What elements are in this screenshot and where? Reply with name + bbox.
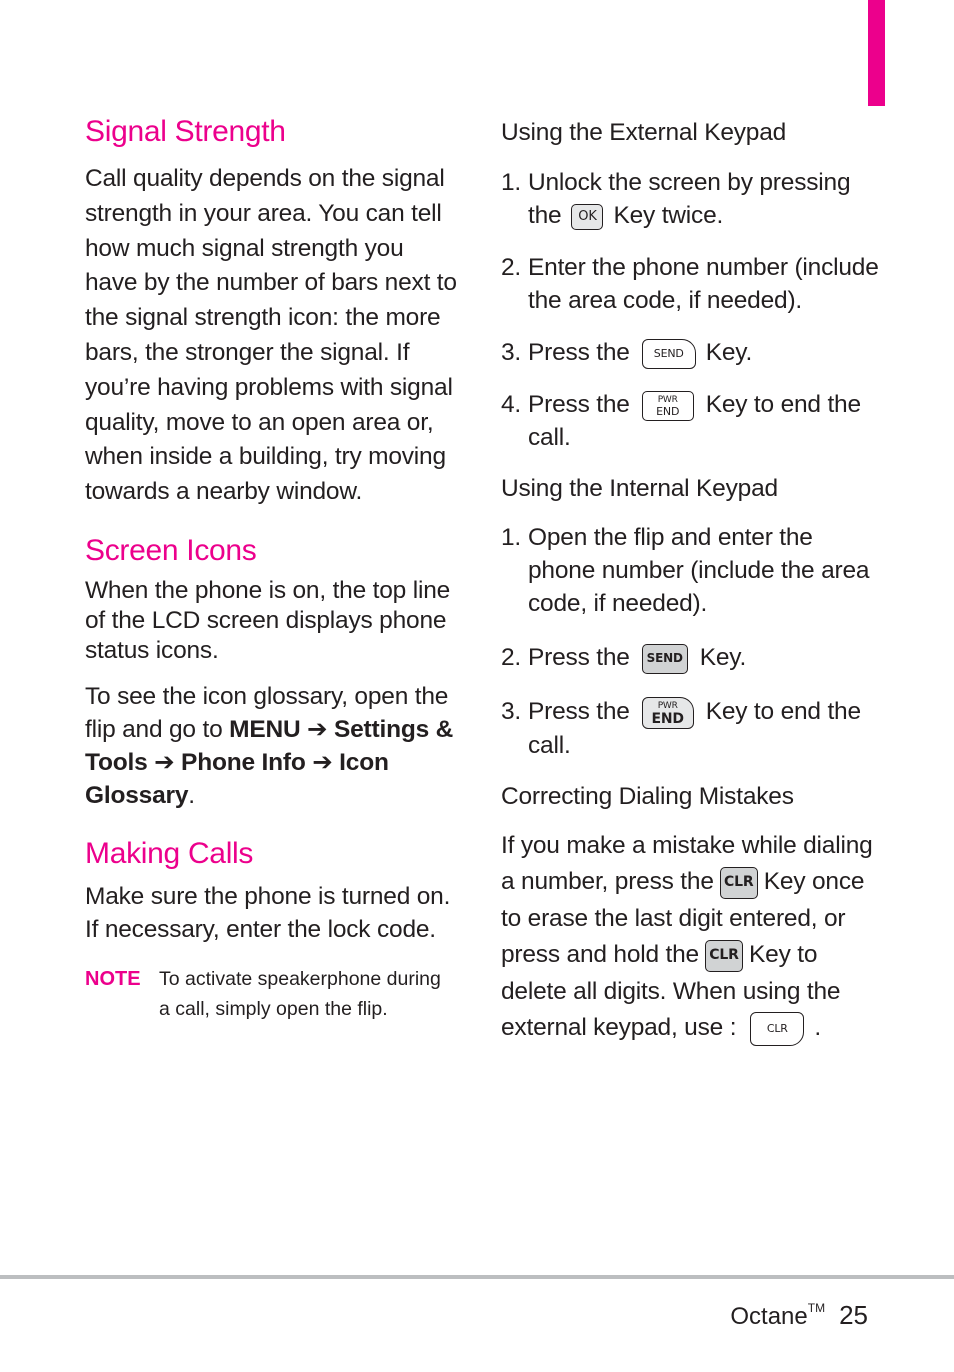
external-keypad-steps: [501, 166, 881, 454]
note-text: To activate speakerphone during a call, simply open the flip.: [159, 967, 441, 1020]
step-text: Press the: [528, 644, 630, 671]
step-number: 3.: [501, 698, 522, 725]
send-key-icon: SEND: [642, 644, 688, 674]
menu-path: MENU ➔ Settings & Tools ➔ Phone Info ➔ Icon Glossary: [85, 715, 454, 809]
making-calls-heading: Making Calls: [85, 836, 254, 870]
step-number: 2.: [501, 254, 522, 281]
correcting-text-1: If you make a mistake while dialing a number, press the: [501, 831, 873, 896]
list-item: [501, 641, 881, 674]
trademark: TM: [807, 1301, 826, 1315]
icon-glossary-instructions: [85, 680, 457, 812]
internal-keypad-steps: [501, 521, 881, 762]
clr-key-icon: CLR: [705, 940, 743, 972]
note-block: [85, 964, 457, 1024]
step-text-end: Key.: [705, 339, 753, 366]
left-column: [85, 112, 457, 1024]
step-text: Open the flip and enter the phone number (include the area code, if needed).: [528, 524, 870, 617]
correcting-heading: Correcting Dialing Mistakes: [501, 782, 794, 810]
pwr-label: PWR: [657, 700, 678, 711]
step-text: Press the: [528, 391, 630, 418]
external-keypad-heading: Using the External Keypad: [501, 119, 787, 146]
send-key-icon: SEND: [642, 339, 696, 369]
end-key-icon: [642, 697, 694, 729]
making-calls-body: Make sure the phone is turned on. If necessary, enter the lock code.: [85, 882, 451, 943]
ok-key-icon: OK: [571, 204, 603, 230]
step-text-end: Key.: [699, 644, 747, 671]
page-footer: [730, 1290, 868, 1335]
correcting-body: [501, 828, 881, 1047]
internal-keypad-heading: Using the Internal Keypad: [501, 475, 778, 502]
step-text-end: Key to end the call.: [528, 698, 861, 759]
end-label: END: [656, 404, 680, 418]
end-key-icon: [642, 391, 694, 421]
step-number: 1.: [501, 169, 522, 196]
clr-key-icon: CLR: [720, 867, 758, 899]
icon-glossary-prefix: To see the icon glossary, open the flip and go to: [85, 682, 449, 743]
step-text: Press the: [528, 339, 630, 366]
list-item: [501, 336, 881, 369]
end-label: END: [651, 710, 684, 727]
step-number: 4.: [501, 391, 522, 418]
step-number: 3.: [501, 339, 522, 366]
step-text-end: Key to end the call.: [528, 391, 861, 451]
correcting-text-2: Key once to erase the last digit entered, or press and hold the: [501, 868, 865, 969]
note-label: NOTE: [85, 967, 141, 990]
clr-external-key-icon: CLR: [750, 1012, 804, 1046]
step-number: 1.: [501, 524, 522, 551]
list-item: [501, 166, 881, 232]
brand-name: Octane: [730, 1303, 808, 1330]
footer-rule: [0, 1275, 954, 1279]
pwr-label: PWR: [657, 394, 678, 405]
signal-strength-body: Call quality depends on the signal strength in your area. You can tell how much signal strength you have by the number of bars next to the signal strength icon: the more bars, the stronger the signal. If you’re having problems with signal quality, move to an open area or, when inside a building, try moving towards a nearby window.: [85, 165, 457, 506]
list-item: [501, 388, 881, 454]
step-text: Enter the phone number (include the area code, if needed).: [528, 254, 879, 314]
page-number: 25: [839, 1300, 868, 1330]
screen-icons-body: When the phone is on, the top line of the LCD screen displays phone status icons.: [85, 576, 451, 664]
correcting-text-4: .: [814, 1014, 821, 1042]
step-text: Press the: [528, 698, 630, 725]
list-item: [501, 251, 881, 317]
step-number: 2.: [501, 644, 522, 671]
screen-icons-heading: Screen Icons: [85, 533, 257, 567]
icon-glossary-suffix: .: [188, 781, 195, 809]
list-item: [501, 695, 881, 762]
list-item: [501, 521, 881, 620]
section-tab-marker: [868, 0, 885, 106]
right-column: [501, 116, 881, 1047]
step-text: Unlock the screen by pressing the: [528, 169, 851, 229]
correcting-text-3: Key to delete all digits. When using the external keypad, use :: [501, 941, 841, 1042]
signal-strength-heading: Signal Strength: [85, 115, 286, 148]
step-text-end: Key twice.: [613, 202, 724, 229]
